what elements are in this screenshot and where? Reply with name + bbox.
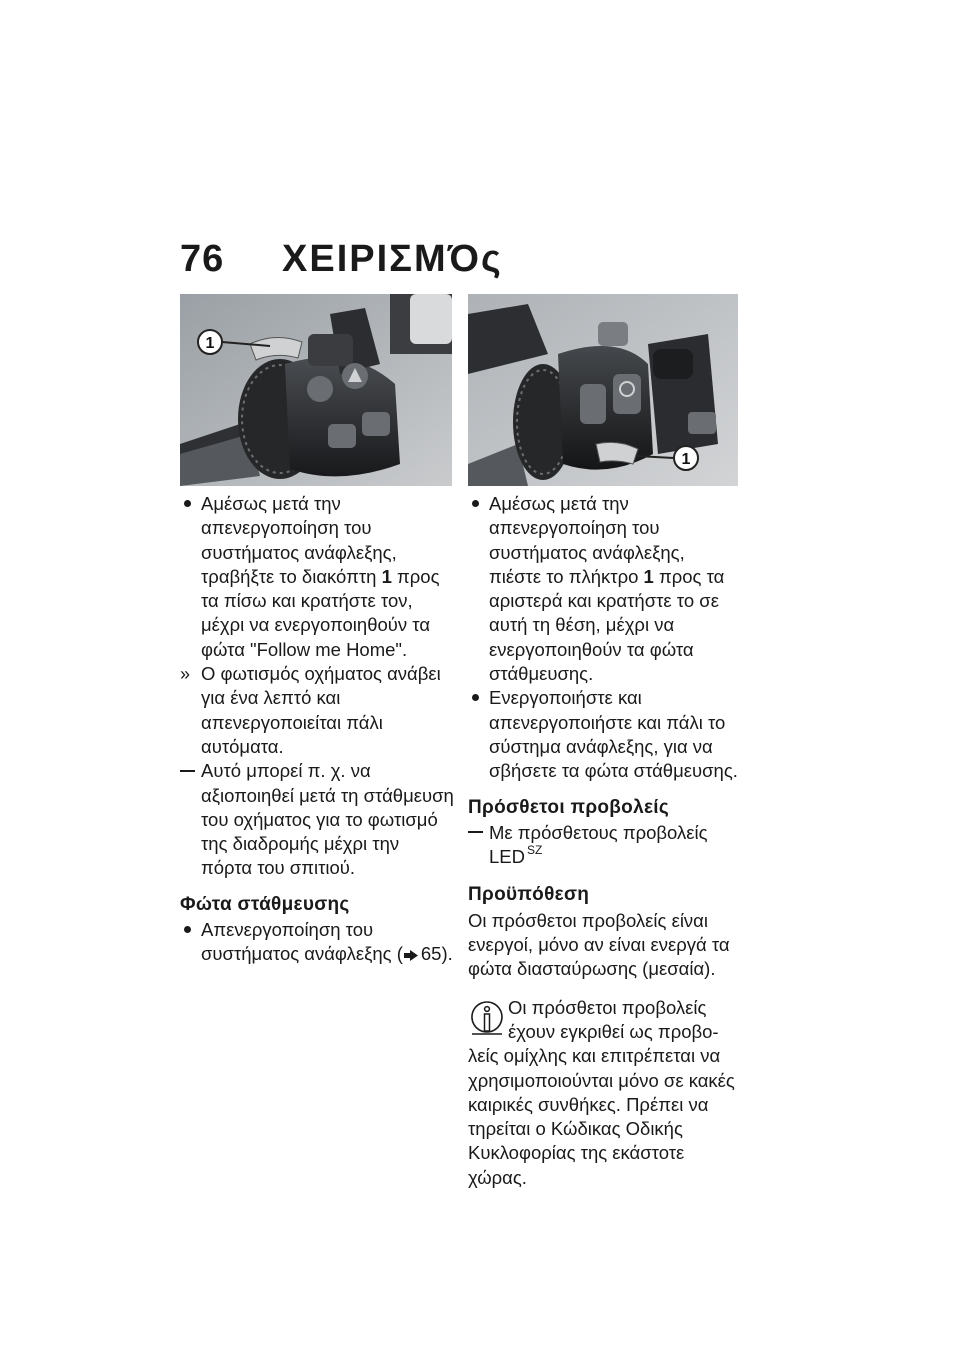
bullet-ignition-off: Απενεργοποίηση του συστήματος ανάφλεξης ( 65). [180,918,454,967]
note-line: Οι πρόσθετοι προβολείς [508,996,707,1018]
dash-item: Με πρόσθετους προβολείς LED $^{SZ}$ [468,821,740,872]
right-column [468,492,740,1190]
callout-number: 1 [205,335,215,352]
info-note [468,996,740,1190]
bullet-follow-me-home: Αμέσως μετά την απενεργοποίηση του συστήματος ανάφλεξης, τραβήξτε το διακόπτη 1 προς τα πίσω και κρατήστε τον, μέχρι να ενεργοποιηθούν τα φώτα "Follow me Home". [180,492,454,662]
section-heading-prerequisite: Προϋπόθεση [468,884,590,906]
result-marker: » [180,664,191,685]
dash-item: Αυτό μπορεί π. χ. να αξιοποιηθεί μετά τη στάθμευση του οχήματος για το φωτισμό της διαδρομής μέχρι την πόρτα του σπιτιού. [180,759,454,880]
right-handlebar-illustration [468,294,738,486]
dash-marker [468,821,489,845]
left-handlebar-photo [180,294,452,486]
left-handlebar-illustration [180,294,452,486]
note-text: λείς ομίχλης και επιτρέπεται να χρησιμοποιούνται μόνο σε κακές καιρικές συνθήκες. Πρέπει να τηρείται ο Κώδικας Οδικής Κυκλοφορίας της εκάστοτε χώρας. [468,1045,735,1188]
callout-ref: 1 [381,565,392,587]
left-column [180,492,454,967]
section-heading-parking-lights: Φώτα στάθμευσης [180,893,350,915]
section-heading-additional-headlights: Πρόσθετοι προβολείς [468,796,670,818]
bullet-marker [180,492,201,516]
callout-number: 1 [681,451,691,468]
result-item: » Ο φωτισμός οχήματος ανάβει για ένα λεπτό και απενεργοποιείται πάλι αυτόματα. [180,663,441,757]
right-handlebar-photo [468,294,738,486]
page-reference[interactable]: 65 [420,943,442,965]
page-number: 76 [180,238,225,280]
dash-marker [180,759,201,783]
bullet-marker [180,918,201,942]
bullet-parking-lights-off: Ενεργοποιήστε και απενεργοποιήστε και πάλι το σύστημα ανάφλεξης, για να σβήσετε τα φώτα στάθμευσης. [468,686,740,783]
note-line: έχουν εγκριθεί ως προβο- [508,1020,719,1042]
page-reference-arrow-icon [404,950,418,961]
callout-ref: 1 [643,565,654,587]
prerequisite-text: Οι πρόσθετοι προβολείς είναι ενεργοί, μόνο αν είναι ενεργά τα φώτα διασταύρωσης (μεσαία). [468,909,730,980]
bullet-marker [468,492,489,516]
info-icon [470,1000,504,1036]
bullet-marker [468,686,489,710]
option-code: SZ [527,843,543,858]
bullet-parking-lights-on: Αμέσως μετά την απενεργοποίηση του συστήματος ανάφλεξης, πιέστε το πλήκτρο 1 προς τα αριστερά και κρατήστε το σε αυτή τη θέση, μέχρι να ενεργοποιηθούν τα φώτα στάθμευσης. [468,492,740,686]
chapter-title: ΧΕΙΡΙΣΜΌς [282,238,503,280]
